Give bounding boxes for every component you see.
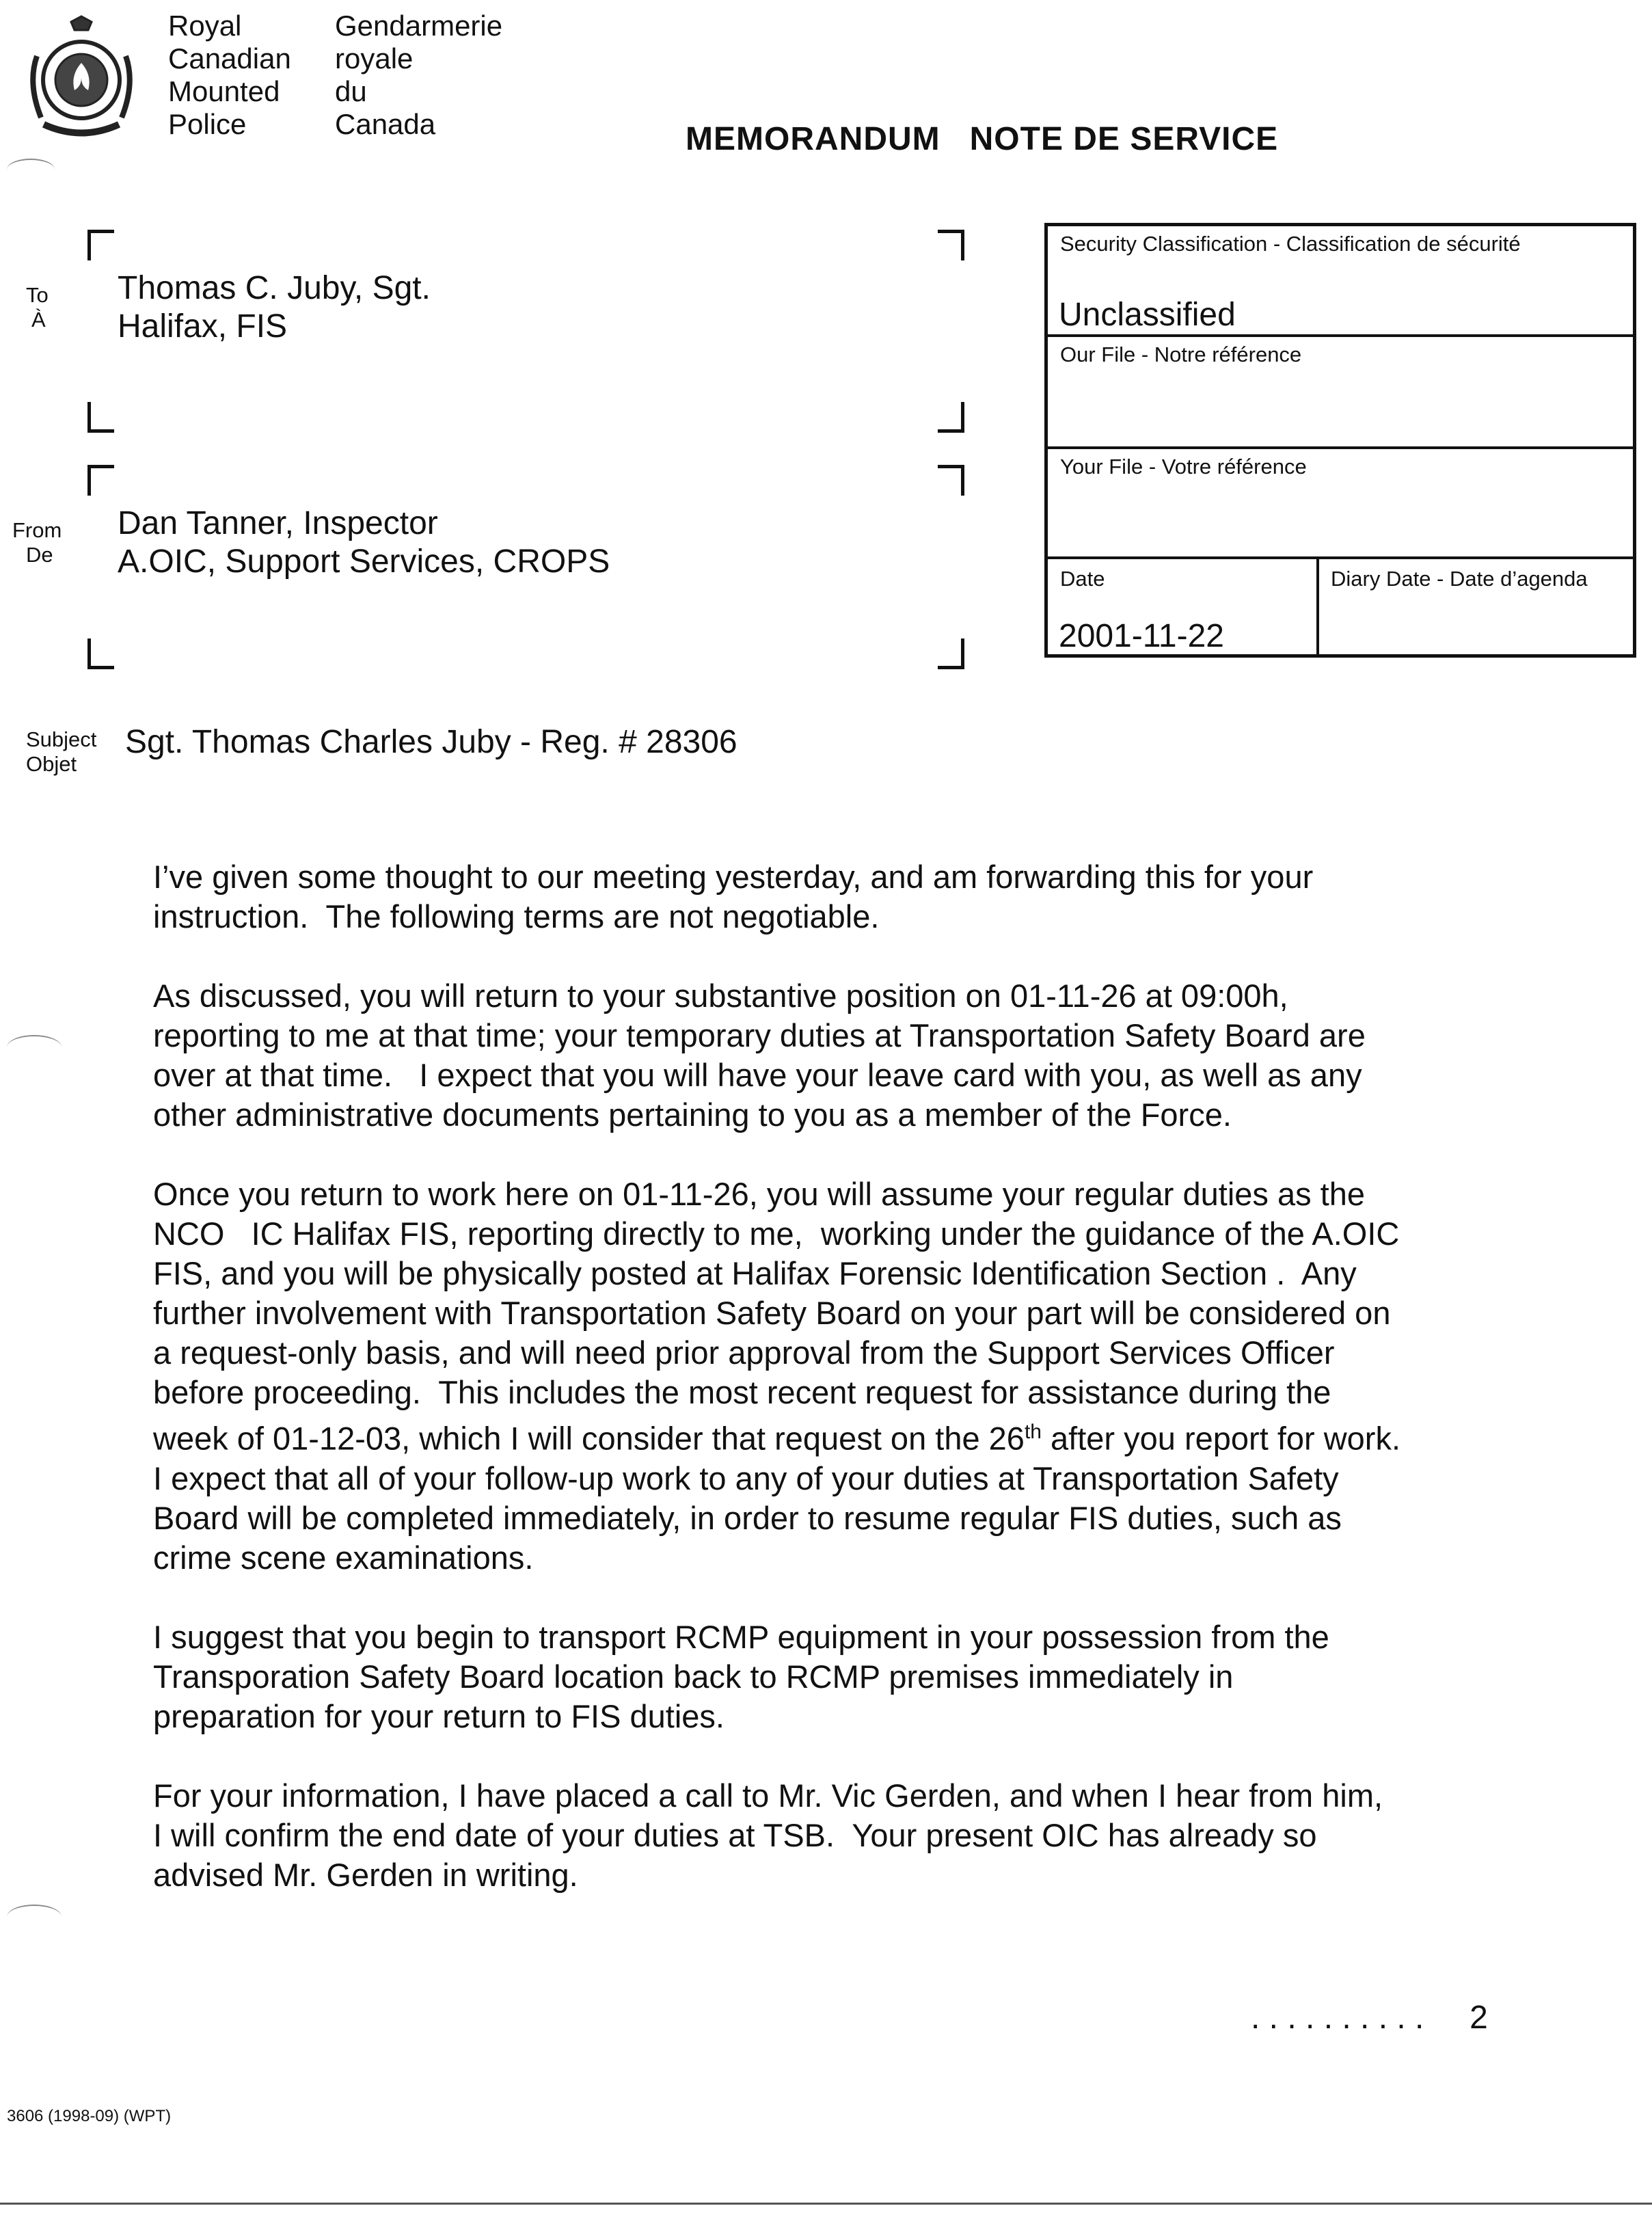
org-en-line: Police xyxy=(168,108,247,140)
subject-value: Sgt. Thomas Charles Juby - Reg. # 28306 xyxy=(125,724,737,760)
from-bracket-bottom-right xyxy=(938,638,964,669)
divider xyxy=(1048,334,1633,337)
page-bottom-rule xyxy=(0,2203,1652,2205)
body-line: As discussed, you will return to your substantive position on 01-11-26 at 09:00h, xyxy=(153,978,1288,1014)
to-label-fr: À xyxy=(31,308,46,332)
body-line: further involvement with Transportation Safety Board on your part will be considered on xyxy=(153,1295,1391,1331)
body-line: over at that time. I expect that you will have your leave card with you, as well as any xyxy=(153,1057,1362,1093)
divider xyxy=(1048,556,1633,559)
form-number: 3606 (1998-09) (WPT) xyxy=(7,2107,172,2125)
body-line: I suggest that you begin to transport RCMP equipment in your possession from the xyxy=(153,1618,1329,1655)
from-bracket-top-right xyxy=(938,465,964,496)
from-label-fr: De xyxy=(26,543,53,567)
memo-body xyxy=(153,857,1520,1935)
to-bracket-top-right xyxy=(938,230,964,260)
to-bracket-top-left xyxy=(87,230,114,260)
security-classification-value: Unclassified xyxy=(1059,297,1236,333)
from-address xyxy=(118,505,610,581)
to-address xyxy=(118,269,431,346)
paragraph xyxy=(153,857,1520,937)
body-text: week of 01-12-03, which I will consider that request on the 26 xyxy=(153,1420,1025,1457)
to-bracket-bottom-left xyxy=(87,402,114,433)
org-en-line: Royal xyxy=(168,10,242,42)
org-fr-line: Gendarmerie xyxy=(335,10,503,42)
body-line: I expect that all of your follow-up work to any of your duties at Transportation Safety xyxy=(153,1460,1339,1496)
diary-date-label: Diary Date - Date d’agenda xyxy=(1331,567,1588,591)
to-line: Halifax, FIS xyxy=(118,308,288,345)
org-fr-line: Canada xyxy=(335,108,436,140)
body-line: Transporation Safety Board location back to RCMP premises immediately in xyxy=(153,1658,1234,1695)
body-line: For your information, I have placed a call to Mr. Vic Gerden, and when I hear from him, xyxy=(153,1777,1383,1814)
paragraph xyxy=(153,1617,1520,1736)
date-label: Date xyxy=(1060,567,1105,591)
scan-mark xyxy=(7,159,55,180)
security-classification-label: Security Classification - Classification de sécurité xyxy=(1060,232,1521,256)
from-bracket-top-left xyxy=(87,465,114,496)
body-line: before proceeding. This includes the most recent request for assistance during the xyxy=(153,1374,1331,1410)
org-name-french xyxy=(335,10,502,141)
ordinal-suffix: th xyxy=(1024,1421,1042,1443)
body-line: Board will be completed immediately, in order to resume regular FIS duties, such as xyxy=(153,1499,1342,1536)
to-label xyxy=(26,283,49,332)
subject-label-fr: Objet xyxy=(26,752,77,776)
body-line: FIS, and you will be physically posted at Halifax Forensic Identification Section . Any xyxy=(153,1255,1357,1291)
body-line: Once you return to work here on 01-11-26, you will assume your regular duties as the xyxy=(153,1176,1365,1212)
date-value: 2001-11-22 xyxy=(1059,618,1224,654)
org-en-line: Mounted xyxy=(168,75,280,107)
org-fr-line: royale xyxy=(335,42,414,75)
from-label-en: From xyxy=(12,518,62,542)
body-line: I will confirm the end date of your duties at TSB. Your present OIC has already so xyxy=(153,1816,1317,1853)
body-line: instruction. The following terms are not negotiable. xyxy=(153,898,880,934)
body-line: crime scene examinations. xyxy=(153,1539,534,1576)
body-line: reporting to me at that time; your temporary duties at Transportation Safety Board are xyxy=(153,1017,1366,1053)
subject-label-en: Subject xyxy=(26,727,97,751)
org-en-line: Canadian xyxy=(168,42,291,75)
to-bracket-bottom-right xyxy=(938,402,964,433)
subject-label xyxy=(26,727,96,777)
paragraph xyxy=(153,1174,1520,1578)
from-line: A.OIC, Support Services, CROPS xyxy=(118,543,610,580)
divider-vertical xyxy=(1316,556,1319,654)
body-line: a request-only basis, and will need prior approval from the Support Services Officer xyxy=(153,1334,1335,1371)
to-label-en: To xyxy=(26,283,49,307)
divider xyxy=(1048,446,1633,449)
scan-mark xyxy=(7,1905,62,1929)
body-line: NCO IC Halifax FIS, reporting directly to me, working under the guidance of the A.OIC xyxy=(153,1215,1400,1252)
our-file-label: Our File - Notre référence xyxy=(1060,342,1302,366)
body-line: advised Mr. Gerden in writing. xyxy=(153,1856,578,1893)
org-fr-line: du xyxy=(335,75,367,107)
body-line: I’ve given some thought to our meeting yesterday, and am forwarding this for your xyxy=(153,859,1314,895)
scan-mark xyxy=(7,1035,62,1060)
paragraph xyxy=(153,976,1520,1135)
rcmp-crest-logo xyxy=(23,15,139,138)
org-name-english xyxy=(168,10,291,141)
memo-title: MEMORANDUM NOTE DE SERVICE xyxy=(686,121,1279,157)
to-line: Thomas C. Juby, Sgt. xyxy=(118,270,431,306)
from-line: Dan Tanner, Inspector xyxy=(118,505,438,541)
from-label xyxy=(12,518,62,567)
body-text: after you report for work. xyxy=(1041,1420,1401,1457)
page-continuation-indicator: . . . . . . . . . . 2 xyxy=(1251,2000,1488,2036)
body-line: preparation for your return to FIS duties. xyxy=(153,1697,725,1734)
body-line xyxy=(153,1412,1520,1459)
body-line: other administrative documents pertaining to you as a member of the Force. xyxy=(153,1097,1232,1133)
classification-box xyxy=(1044,223,1636,658)
your-file-label: Your File - Votre référence xyxy=(1060,455,1307,479)
from-bracket-bottom-left xyxy=(87,638,114,669)
paragraph xyxy=(153,1776,1520,1895)
